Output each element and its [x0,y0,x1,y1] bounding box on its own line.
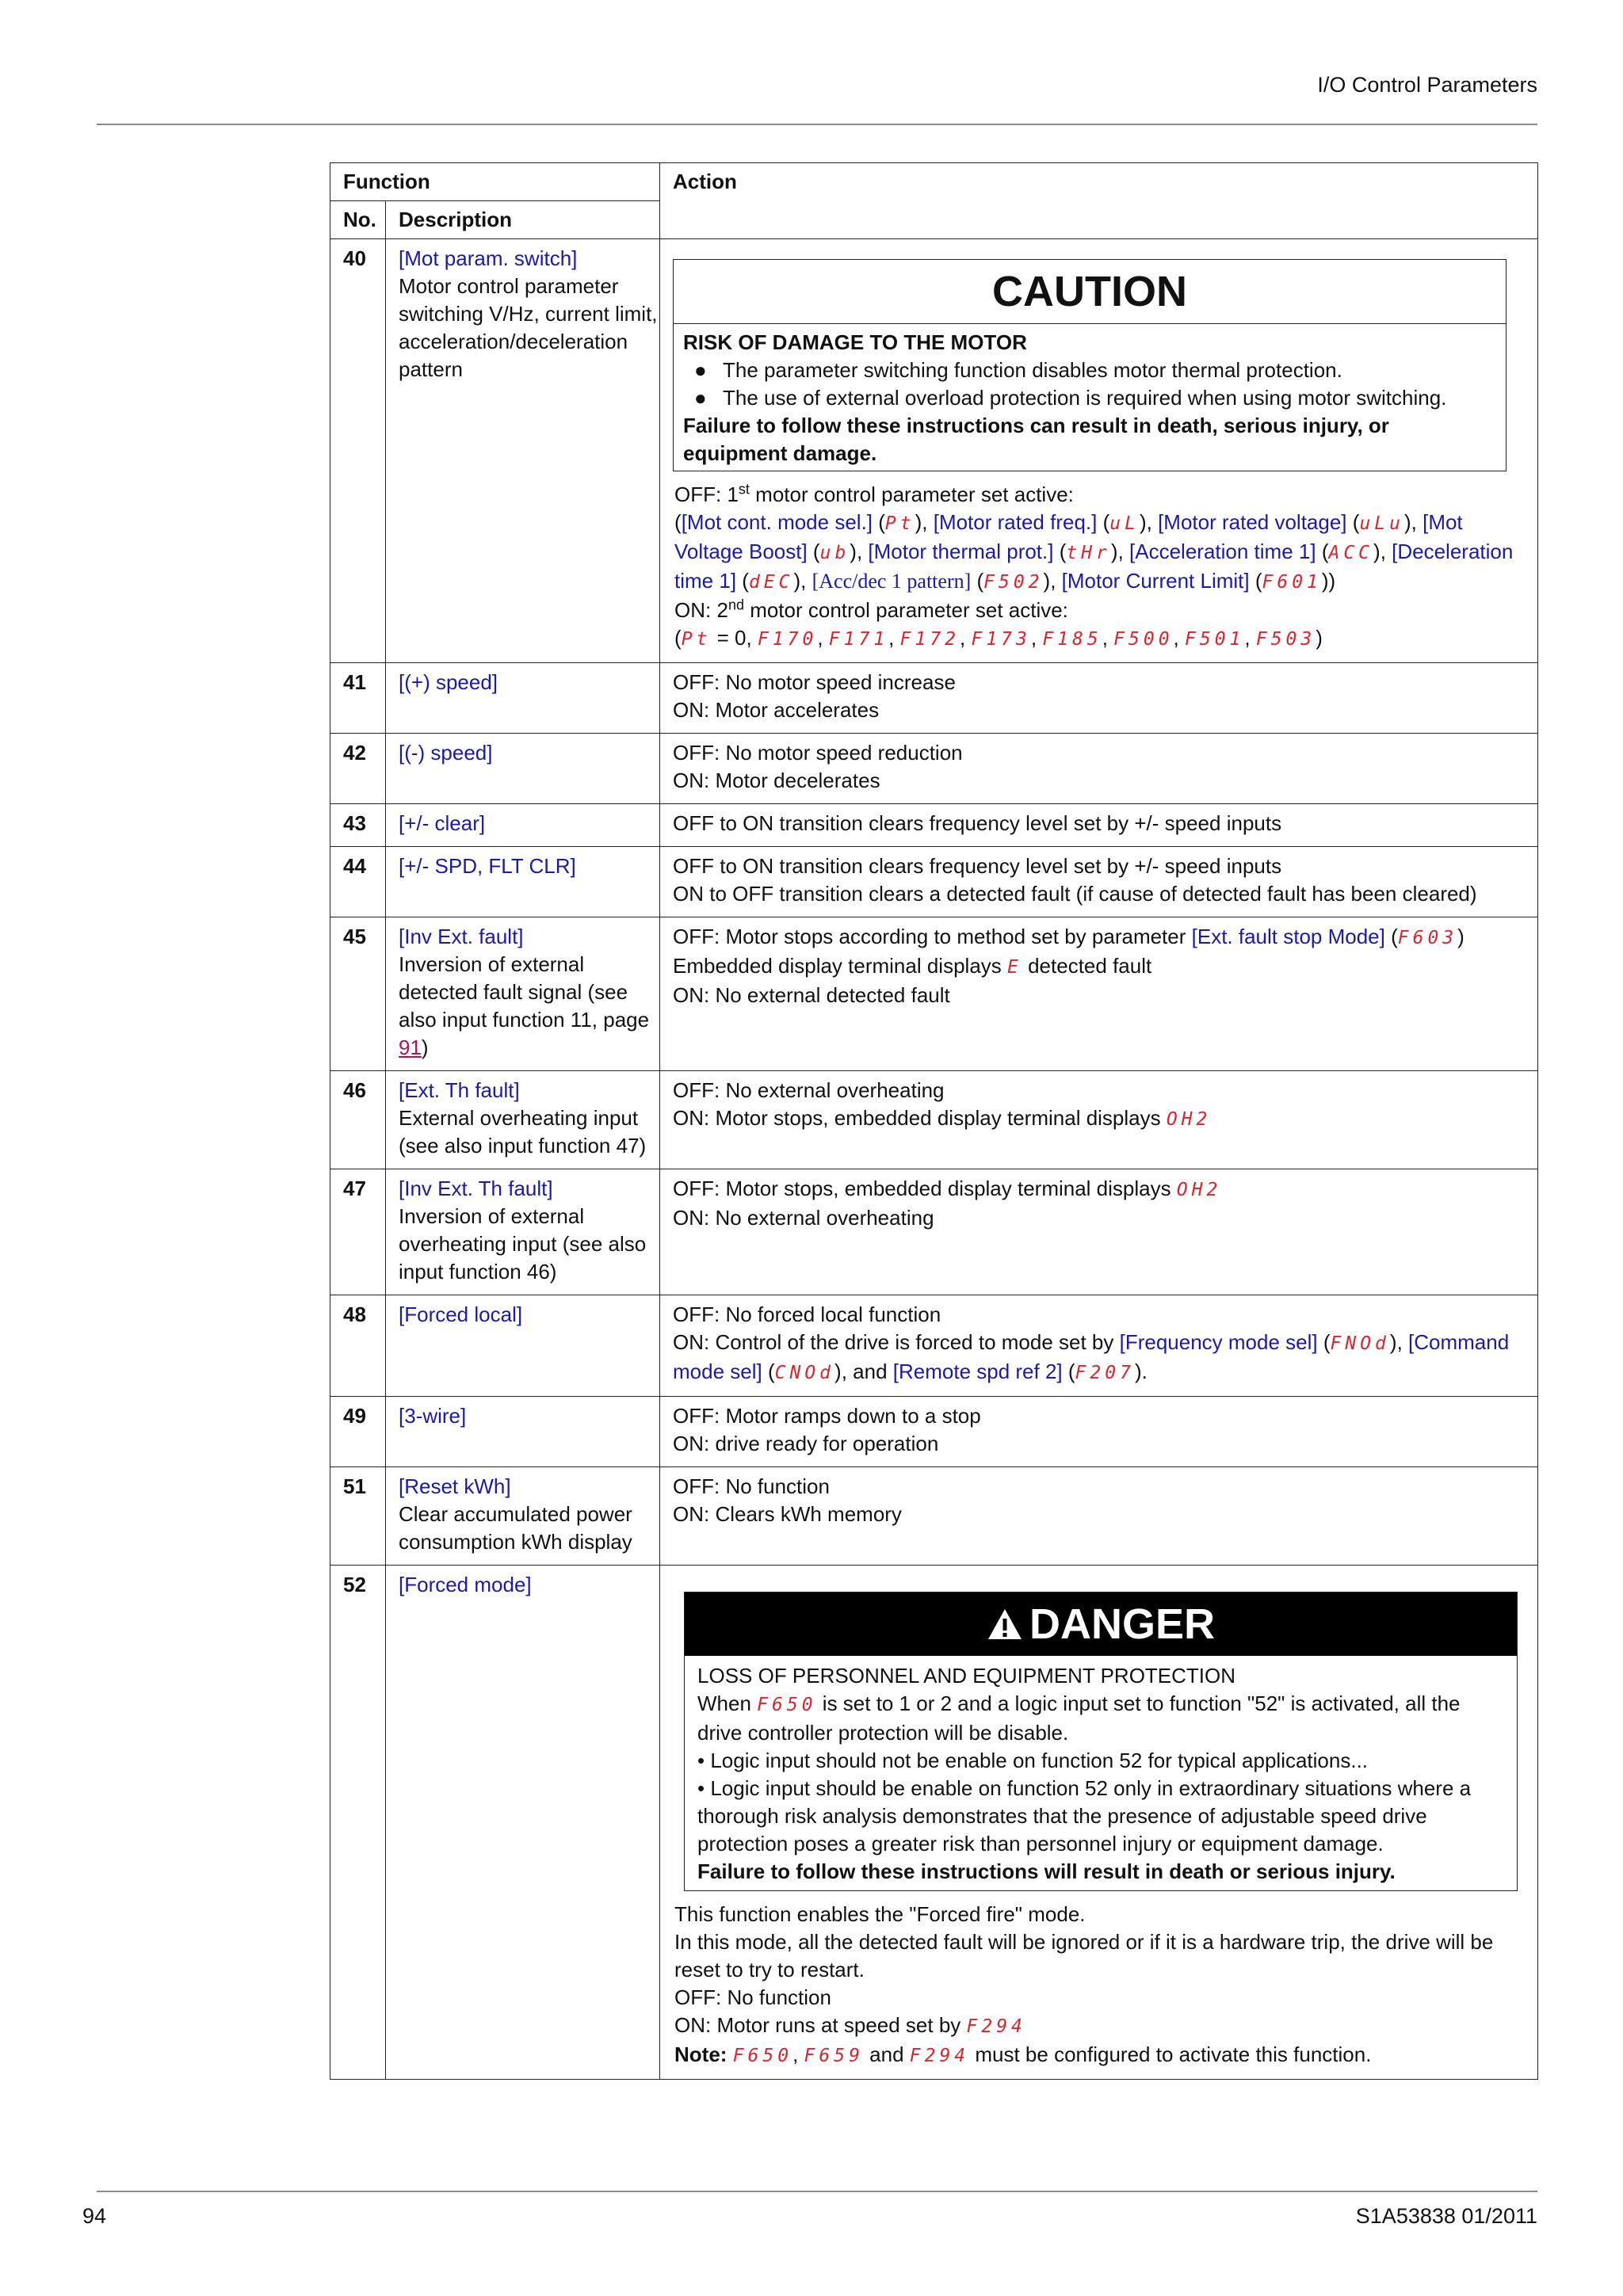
function-name: [(+) speed] [386,663,660,734]
danger-bullet: • Logic input should be enable on function 52 only in extraordinary situations where a thorough risk analysis demonstrates that the presence of adjustable speed drive protection poses a greater risk than personnel injury or equipment damage. [697,1776,1472,1855]
function-name: [Forced local] [386,1295,660,1397]
row-action: OFF: No external overheating ON: Motor stops, embedded display terminal displays OH2 [660,1071,1538,1169]
header-action: Action [660,163,1538,239]
row-description [386,1169,660,1295]
table-row [330,917,1538,1071]
function-desc: Inversion of external detected fault signal (see also input function 11, page 91) [399,952,650,1059]
function-name: [Reset kWh] [399,1474,511,1498]
danger-heading: LOSS OF PERSONNEL AND EQUIPMENT PROTECTION [697,1664,1236,1688]
table-row [330,1467,1538,1566]
page-header-title: I/O Control Parameters [1317,73,1537,97]
row-action: OFF: Motor ramps down to a stop ON: drive ready for operation [660,1397,1538,1467]
row-action: OFF: No function ON: Clears kWh memory [660,1467,1538,1566]
row-number: 41 [330,663,386,734]
io-parameters-table [330,162,1538,2080]
bullet-icon: ● [694,386,707,410]
table-row [330,1071,1538,1169]
header-rule [97,124,1537,125]
warning-triangle-icon [987,1608,1023,1641]
row-number: 49 [330,1397,386,1467]
note: Note: F650, F659 and F294 must be configured to activate this function. [674,2042,1372,2066]
row-number: 44 [330,847,386,917]
danger-text: When F650 is set to 1 or 2 and a logic input set to function "52" is activated, all the drive controller protection will be disable. [697,1691,1461,1745]
row-description [386,917,660,1071]
danger-title: DANGER [685,1592,1517,1656]
table-row [330,1169,1538,1295]
parameter-list: ([Mot cont. mode sel.] (Pt), [Motor rated freq.] (uL), [Motor rated voltage] (uLu), [Mot Voltage Boost] (ub), [Motor thermal prot.] (tHr), [Acceleration time 1] (ACC), [Deceleration time 1] (dEC), [Acc/dec 1 pattern] (F502), [Motor Current Limit] (F601)) [674,510,1514,593]
function-name: [+/- clear] [386,804,660,847]
row-description [386,239,660,663]
row-action: OFF: No motor speed reduction ON: Motor decelerates [660,734,1538,804]
row-action: OFF: Motor stops according to method set by parameter [Ext. fault stop Mode] (F603) Embedded display terminal displays E detected fault ON: No external detected fault [660,917,1538,1071]
row-action: DANGER LOSS OF PERSONNEL AND EQUIPMENT PROTECTION When F650 is set to 1 or 2 and a logic input set to function "52" is activated, all the drive controller protection will be disable. • Logic input should not be enable on function 52 for typical applications... • Logic input should be enable on function 52 only in extraordinary situations where a thorough risk analysis demonstrates that the presence of adjustable speed drive protection poses a greater risk than personnel injury or equipment damage. Failure to follow these instructions will result in death or serious injury. This function enables the "Forced fire" mode. In this mode, all the detected fault will be ignored or if it is a hardware trip, the drive will be reset to try to restart. OFF: No function ON: Motor runs at speed set by F294 Note: F650, F659 and F294 must be configured to activate this function. [660,1566,1538,2080]
function-name: [+/- SPD, FLT CLR] [386,847,660,917]
function-name: [(-) speed] [386,734,660,804]
row-description [386,1071,660,1169]
function-desc: Inversion of external overheating input (see also input function 46) [399,1204,647,1283]
table-row [330,239,1538,663]
caution-box [673,259,1507,471]
table-row [330,804,1538,847]
row-action: OFF to ON transition clears frequency level set by +/- speed inputs [660,804,1538,847]
row-action: OFF to ON transition clears frequency level set by +/- speed inputs ON to OFF transition clears a detected fault (if cause of detected fault has been cleared) [660,847,1538,917]
row-number: 46 [330,1071,386,1169]
function-name: [3-wire] [386,1397,660,1467]
row-number: 51 [330,1467,386,1566]
row-action: OFF: No forced local function ON: Control of the drive is forced to mode set by [Frequency mode sel] (FNOd), [Command mode sel] (CNOd), and [Remote spd ref 2] (F207). [660,1295,1538,1397]
row-number: 40 [330,239,386,663]
row-action [660,239,1538,663]
danger-box [684,1592,1518,1891]
function-name: [Forced mode] [386,1566,660,2080]
caution-heading: RISK OF DAMAGE TO THE MOTOR [683,330,1027,354]
on-state: ON: 2nd motor control parameter set active: [674,597,1068,622]
table-row [330,847,1538,917]
caution-warning: Failure to follow these instructions can result in death, serious injury, or equipment damage. [683,414,1389,465]
table-row [330,663,1538,734]
bullet-icon: ● [694,358,707,382]
header-no: No. [330,201,386,239]
table-row [330,1295,1538,1397]
function-desc: Motor control parameter switching V/Hz, current limit, acceleration/deceleration pattern [399,274,658,381]
row-number: 43 [330,804,386,847]
caution-bullet: ● The use of external overload protection is required when using motor switching. [683,384,1496,412]
footer-rule [97,2191,1537,2192]
row-description [386,1467,660,1566]
row-action: OFF: Motor stops, embedded display terminal displays OH2 ON: No external overheating [660,1169,1538,1295]
page-link[interactable]: 91 [399,1035,422,1059]
header-description: Description [386,201,660,239]
danger-warning: Failure to follow these instructions will result in death or serious injury. [697,1859,1396,1883]
row-number: 47 [330,1169,386,1295]
caution-bullet: ● The parameter switching function disables motor thermal protection. [683,357,1496,384]
row-number: 45 [330,917,386,1071]
row-number: 48 [330,1295,386,1397]
on-parameter-list: (Pt = 0, F170, F171, F172, F173, F185, F500, F501, F503) [674,626,1323,650]
document-reference: S1A53838 01/2011 [1355,2204,1537,2228]
table-row [330,734,1538,804]
off-state: OFF: 1st motor control parameter set active: [674,481,1074,506]
function-desc: Clear accumulated power consumption kWh display [399,1502,632,1554]
table-row [330,1397,1538,1467]
row-action: OFF: No motor speed increase ON: Motor accelerates [660,663,1538,734]
function-name: [Inv Ext. fault] [399,925,524,948]
function-desc: External overheating input (see also input function 47) [399,1106,647,1158]
function-name: [Inv Ext. Th fault] [399,1177,553,1200]
header-function: Function [330,163,660,201]
function-name: [Mot param. switch] [399,246,578,270]
function-name: [Ext. Th fault] [399,1078,520,1102]
page-number: 94 [82,2204,107,2228]
row-number: 52 [330,1566,386,2080]
row-number: 42 [330,734,386,804]
caution-title: CAUTION [674,260,1506,324]
danger-bullet: • Logic input should not be enable on function 52 for typical applications... [697,1749,1369,1772]
table-row [330,1566,1538,2080]
